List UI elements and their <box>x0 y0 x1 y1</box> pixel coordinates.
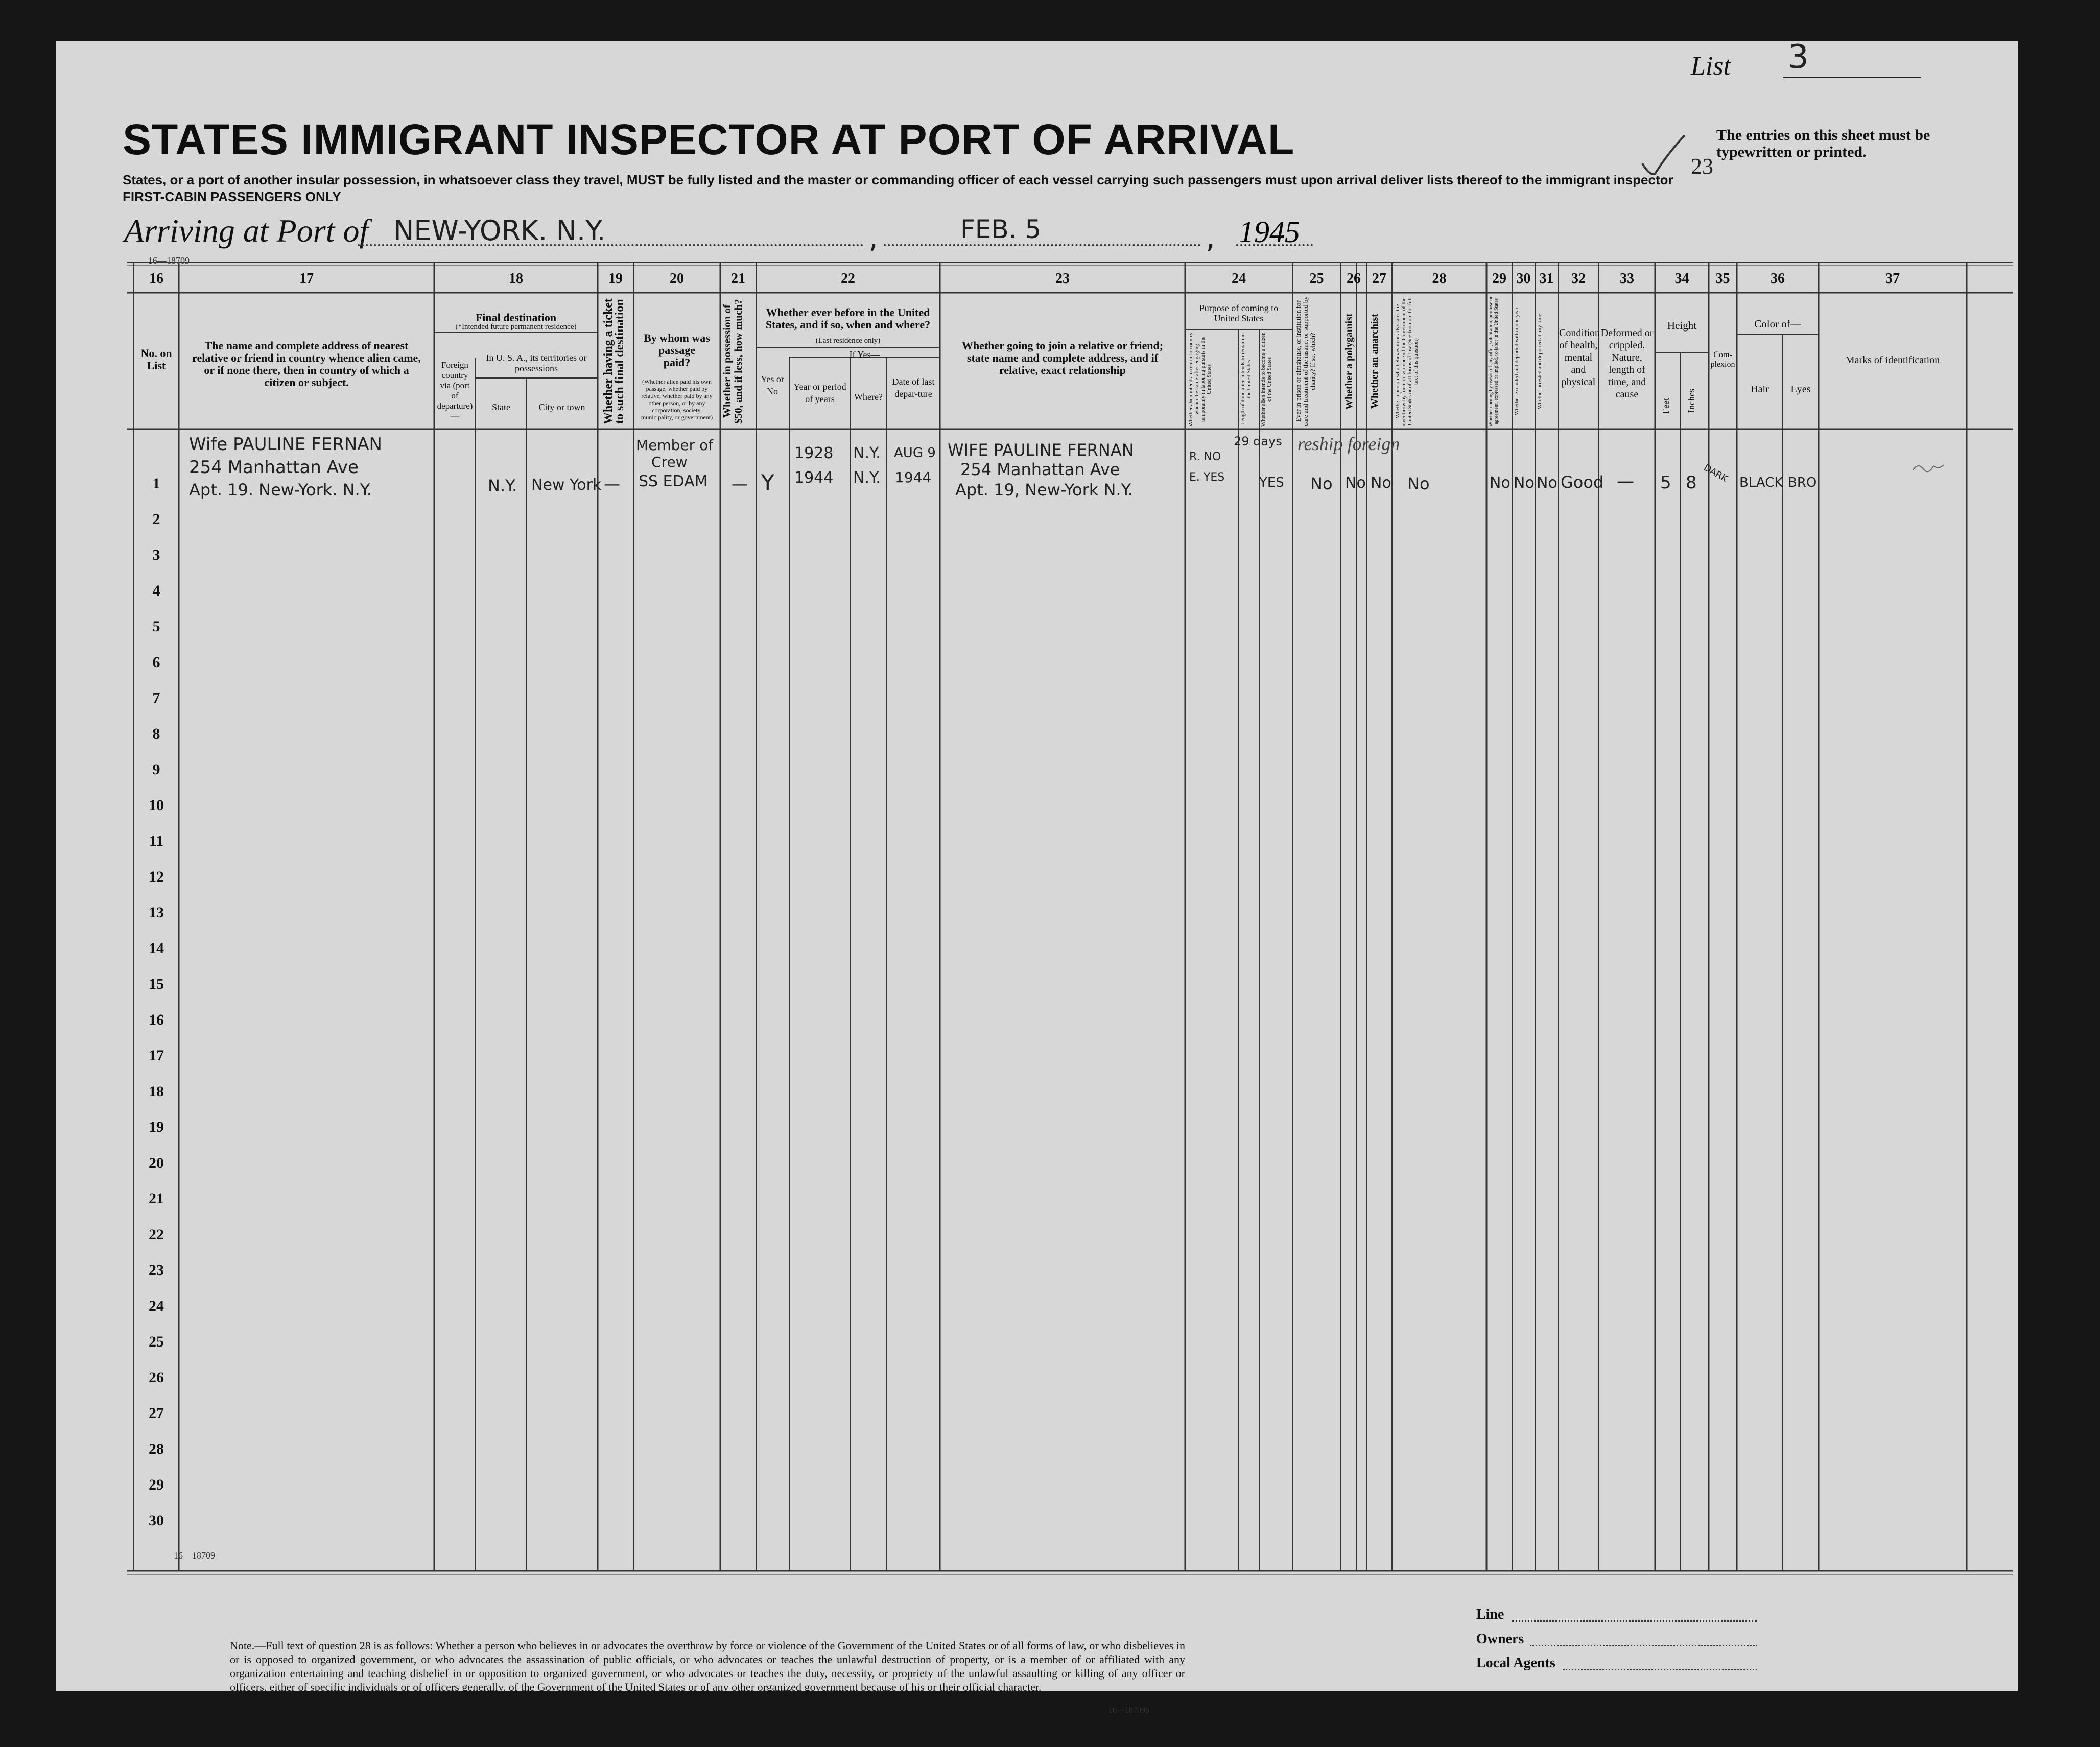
owners-label: Owners <box>1476 1631 1524 1647</box>
entry-inches: 8 <box>1686 473 1697 493</box>
col-num-29: 29 <box>1492 271 1506 287</box>
entry-money: — <box>732 474 748 493</box>
col-num-16: 16 <box>149 271 163 287</box>
row-number: 6 <box>152 654 160 671</box>
row-number: 14 <box>149 940 164 957</box>
header-health: Condition of health, mental and physical <box>1559 327 1600 388</box>
date-value: FEB. 5 <box>960 215 1042 244</box>
header-prison: Ever in prison or almshouse, or institution for care and treatment of the insane, or supported by charity? If so, which? <box>1294 296 1316 427</box>
col-num-25: 25 <box>1309 271 1324 287</box>
paid-by-line-2: Crew <box>651 454 688 470</box>
header-height: Height <box>1667 319 1697 332</box>
entry-ticket: — <box>604 474 620 493</box>
instruction-text: States, or a port of another insular possession, in whatsoever class they travel, MUST be fully listed and the master or commanding officer of each vessel carrying such passengers must upon arrival deliver lists thereof to the immigrant inspector <box>123 172 1673 187</box>
row-number: 19 <box>149 1119 164 1136</box>
header-anarchist: Whether an anarchist <box>1369 314 1380 409</box>
header-no-on-list: No. on List <box>140 347 172 372</box>
col-num-22: 22 <box>841 271 855 287</box>
header-if-yes: If Yes— <box>849 349 880 360</box>
entry-eyes: BRO <box>1788 475 1817 490</box>
header-final-destination: Final destination <box>475 311 557 324</box>
col-num-30: 30 <box>1516 271 1531 287</box>
header-feet: Feet <box>1661 398 1671 414</box>
list-underline <box>1783 77 1921 78</box>
col-num-36: 36 <box>1771 271 1785 287</box>
agents-fill-line <box>1563 1669 1757 1670</box>
header-deformed: Deformed or crippled. Nature, length of time, and cause <box>1600 327 1654 400</box>
join-line-3: Apt. 19, New-York N.Y. <box>955 480 1133 500</box>
first-cabin-text: FIRST-CABIN PASSENGERS ONLY <box>123 189 341 204</box>
join-line-2: 254 Manhattan Ave <box>960 460 1120 479</box>
header-purpose: Purpose of coming to United States <box>1199 303 1279 323</box>
col-num-21: 21 <box>731 271 745 287</box>
col-num-32: 32 <box>1571 271 1586 287</box>
col-num-19: 19 <box>608 271 623 287</box>
row-number: 12 <box>149 868 164 885</box>
row-number: 25 <box>149 1333 164 1350</box>
col-num-20: 20 <box>670 271 684 287</box>
col-num-31: 31 <box>1539 271 1554 287</box>
entry-complexion: DARK <box>1702 462 1730 485</box>
row-number: 18 <box>149 1083 164 1100</box>
row-number: 27 <box>149 1405 164 1422</box>
entry-arrested: No <box>1537 474 1558 492</box>
row-number: 22 <box>149 1226 164 1243</box>
col-num-27: 27 <box>1372 271 1386 287</box>
line-fill-line <box>1512 1620 1757 1622</box>
row-number: 28 <box>149 1441 164 1457</box>
entry-before-where-b: N.Y. <box>853 469 881 487</box>
header-state: State <box>492 402 510 412</box>
entry-before-date-b: 1944 <box>895 469 932 486</box>
list-label: List <box>1691 52 1731 81</box>
row-number: 24 <box>149 1297 164 1314</box>
header-inches: Inches <box>1686 389 1696 413</box>
col-num-28: 28 <box>1432 271 1447 287</box>
row-number: 1 <box>152 475 160 492</box>
paid-by-line-1: Member of <box>636 437 714 454</box>
header-date-departure: Date of last depar-ture <box>892 376 935 399</box>
paid-by-line-3: SS EDAM <box>639 473 708 490</box>
row-number: 17 <box>149 1047 164 1064</box>
entry-city: New York <box>531 476 602 494</box>
stamp-number: 23 <box>1691 154 1713 179</box>
row-number: 7 <box>152 690 160 706</box>
header-eyes: Eyes <box>1790 384 1811 395</box>
header-where: Where? <box>854 392 883 402</box>
separator-comma: , <box>1206 220 1216 255</box>
owners-fill-line <box>1530 1645 1757 1646</box>
header-color-of: Color of— <box>1754 318 1801 330</box>
col-num-24: 24 <box>1232 271 1246 287</box>
header-nearest-relative: The name and complete address of nearest relative or friend in country whence alien came, or if none there, then in country of which a citizen or subject. <box>192 339 421 389</box>
row-number: 20 <box>149 1154 164 1171</box>
entry-prison: No <box>1310 474 1333 493</box>
entry-before-where-a: N.Y. <box>853 444 881 462</box>
col-num-17: 17 <box>299 271 314 287</box>
row-number: 8 <box>152 725 160 742</box>
entry-offer: No <box>1490 474 1511 492</box>
row-number: 23 <box>149 1262 164 1279</box>
col-num-35: 35 <box>1715 271 1730 287</box>
header-marks: Marks of identification <box>1845 355 1940 366</box>
entry-overthrow: No <box>1407 474 1430 493</box>
header-in-usa: In U. S. A., its territories or possessions <box>486 352 587 373</box>
entry-before-year-a: 1928 <box>794 444 834 462</box>
header-going-to-join: Whether going to join a relative or friend; state name and complete address, and if relative, exact relationship <box>961 339 1164 376</box>
row-number: 5 <box>152 618 160 635</box>
entry-deformed: — <box>1617 471 1634 491</box>
page-title: STATES IMMIGRANT INSPECTOR AT PORT OF ARRIVAL <box>123 115 1295 163</box>
purpose-return-b: E. YES <box>1189 471 1225 484</box>
purpose-citizen: YES <box>1259 475 1284 490</box>
header-polygamist: Whether a polygamist <box>1343 313 1355 410</box>
header-complexion: Com-plexion <box>1710 350 1735 369</box>
relative-line-3: Apt. 19. New-York. N.Y. <box>189 480 372 500</box>
header-hair: Hair <box>1751 384 1769 395</box>
form-number-bottom: 16—18709 <box>174 1550 215 1561</box>
local-agents-label: Local Agents <box>1476 1655 1555 1671</box>
col-num-34: 34 <box>1674 271 1689 287</box>
entry-state: N.Y. <box>488 476 517 495</box>
header-purpose-return: Whether alien intends to return to country whence he came after engaging temporarily in laboring pursuits in the United States <box>1188 332 1212 427</box>
entry-before-date-a: AUG 9 <box>894 445 936 461</box>
join-line-1: WIFE PAULINE FERNAN <box>948 440 1134 460</box>
header-last-residence: (Last residence only) <box>815 337 881 345</box>
row-number: 26 <box>149 1369 164 1386</box>
header-passage-paid: By whom was passage paid? <box>644 332 710 369</box>
entry-before-year-b: 1944 <box>794 469 834 487</box>
row-number: 30 <box>149 1512 164 1529</box>
date-fill-line <box>884 244 1200 246</box>
row-number: 16 <box>149 1011 164 1028</box>
row-number: 3 <box>152 547 160 563</box>
purpose-return-a: R. NO <box>1189 451 1221 463</box>
header-period-years: Year or period of years <box>793 382 846 404</box>
footnote-form-number: 16—18709b <box>1108 1706 1149 1715</box>
relative-line-2: 254 Manhattan Ave <box>189 457 359 478</box>
ink-mark <box>1910 460 1946 475</box>
header-purpose-citizen: Whether alien intends to become a citizen of the United States <box>1260 332 1272 427</box>
row-number: 21 <box>149 1190 164 1207</box>
row-number: 2 <box>152 511 160 528</box>
header-money: Whether in possession of $50, and if less, how much? <box>721 299 744 424</box>
relative-line-1: Wife PAULINE FERNAN <box>189 434 382 455</box>
header-arrested: Whether arrested and deported at any time <box>1537 314 1543 409</box>
header-ever-before: Whether ever before in the United States, and if so, when and where? <box>765 306 931 331</box>
row-number: 11 <box>149 833 164 849</box>
port-value: NEW-YORK. N.Y. <box>393 215 606 247</box>
col-num-23: 23 <box>1055 271 1070 287</box>
header-city-town: City or town <box>538 402 585 412</box>
arriving-label: Arriving at Port of <box>124 213 369 249</box>
entry-polygamist: No <box>1345 474 1366 492</box>
footnote-question-28: Note.—Full text of question 28 is as follows: Whether a person who believes in or advocates the overthrow by force or violence of the Government of the United States or of all forms of law, or who disbelieves in or is opposed to organized government, or who advocates the assassination of public officials, or who advocates or teaches the unlawful destruction of property, or is a member of or affiliated with any organization entertaining and teaching disbelief in or opposition to organized government, or who advocates or teaches the duty, necessity, or propriety of the unlawful assaulting or killing of any officer or officers, either of specific individuals or of officers generally, of the Government of the United States or of any other organized government because of his or their official character. <box>230 1639 1185 1693</box>
col-num-26: 26 <box>1347 271 1361 287</box>
form-number: 16—18709 <box>148 255 190 266</box>
header-yes-or-no: Yes or No <box>761 374 784 396</box>
entry-feet: 5 <box>1660 473 1671 493</box>
header-purpose-length: Length of time alien intends to remain in the United States <box>1240 333 1252 426</box>
entry-excluded: No <box>1514 474 1535 492</box>
row-number: 15 <box>149 976 164 993</box>
typewritten-notice: The entries on this sheet must be typewritten or printed. <box>1716 127 1930 160</box>
header-offer: Whether coming by reason of any offer, solicitation, promise or agreement, expressed or implied, to labor in the United States <box>1488 296 1499 427</box>
entry-hair: BLACK <box>1739 475 1783 490</box>
separator-comma: , <box>868 220 879 255</box>
col-num-37: 37 <box>1885 271 1900 287</box>
purpose-length: 29 days <box>1234 434 1282 448</box>
row-number: 9 <box>152 761 160 778</box>
overwrite-handwriting: reship foreign <box>1297 434 1400 454</box>
header-passage-paid-sub: (Whether alien paid his own passage, whether paid by relative, whether paid by any other person, or by any corporation, society, municipality, or government) <box>641 378 713 421</box>
header-overthrow: Whether a person who believes in or advocates the overthrow by force or violence of the Government of the United States or of all forms of law (See footnote for full text of this question) <box>1395 297 1419 426</box>
col-num-18: 18 <box>509 271 523 287</box>
entry-health: Good <box>1561 473 1604 492</box>
header-foreign-country: Foreign country via (port of departure)— <box>437 360 473 421</box>
list-number: 3 <box>1788 38 1809 76</box>
row-number: 13 <box>149 904 164 921</box>
row-number: 10 <box>149 797 164 814</box>
line-label: Line <box>1476 1607 1504 1622</box>
header-ticket: Whether having a ticket to such final destination <box>602 298 626 424</box>
row-number: 29 <box>149 1476 164 1493</box>
header-excluded: Whether excluded and deported within one year <box>1514 307 1520 416</box>
year-value: 1945 <box>1239 215 1300 249</box>
entry-before-yesno: Y <box>761 470 774 495</box>
header-final-destination-sub: (*Intended future permanent residence) <box>455 323 577 331</box>
entry-anarchist: No <box>1371 474 1391 492</box>
row-number: 4 <box>152 582 160 599</box>
col-num-33: 33 <box>1620 271 1634 287</box>
